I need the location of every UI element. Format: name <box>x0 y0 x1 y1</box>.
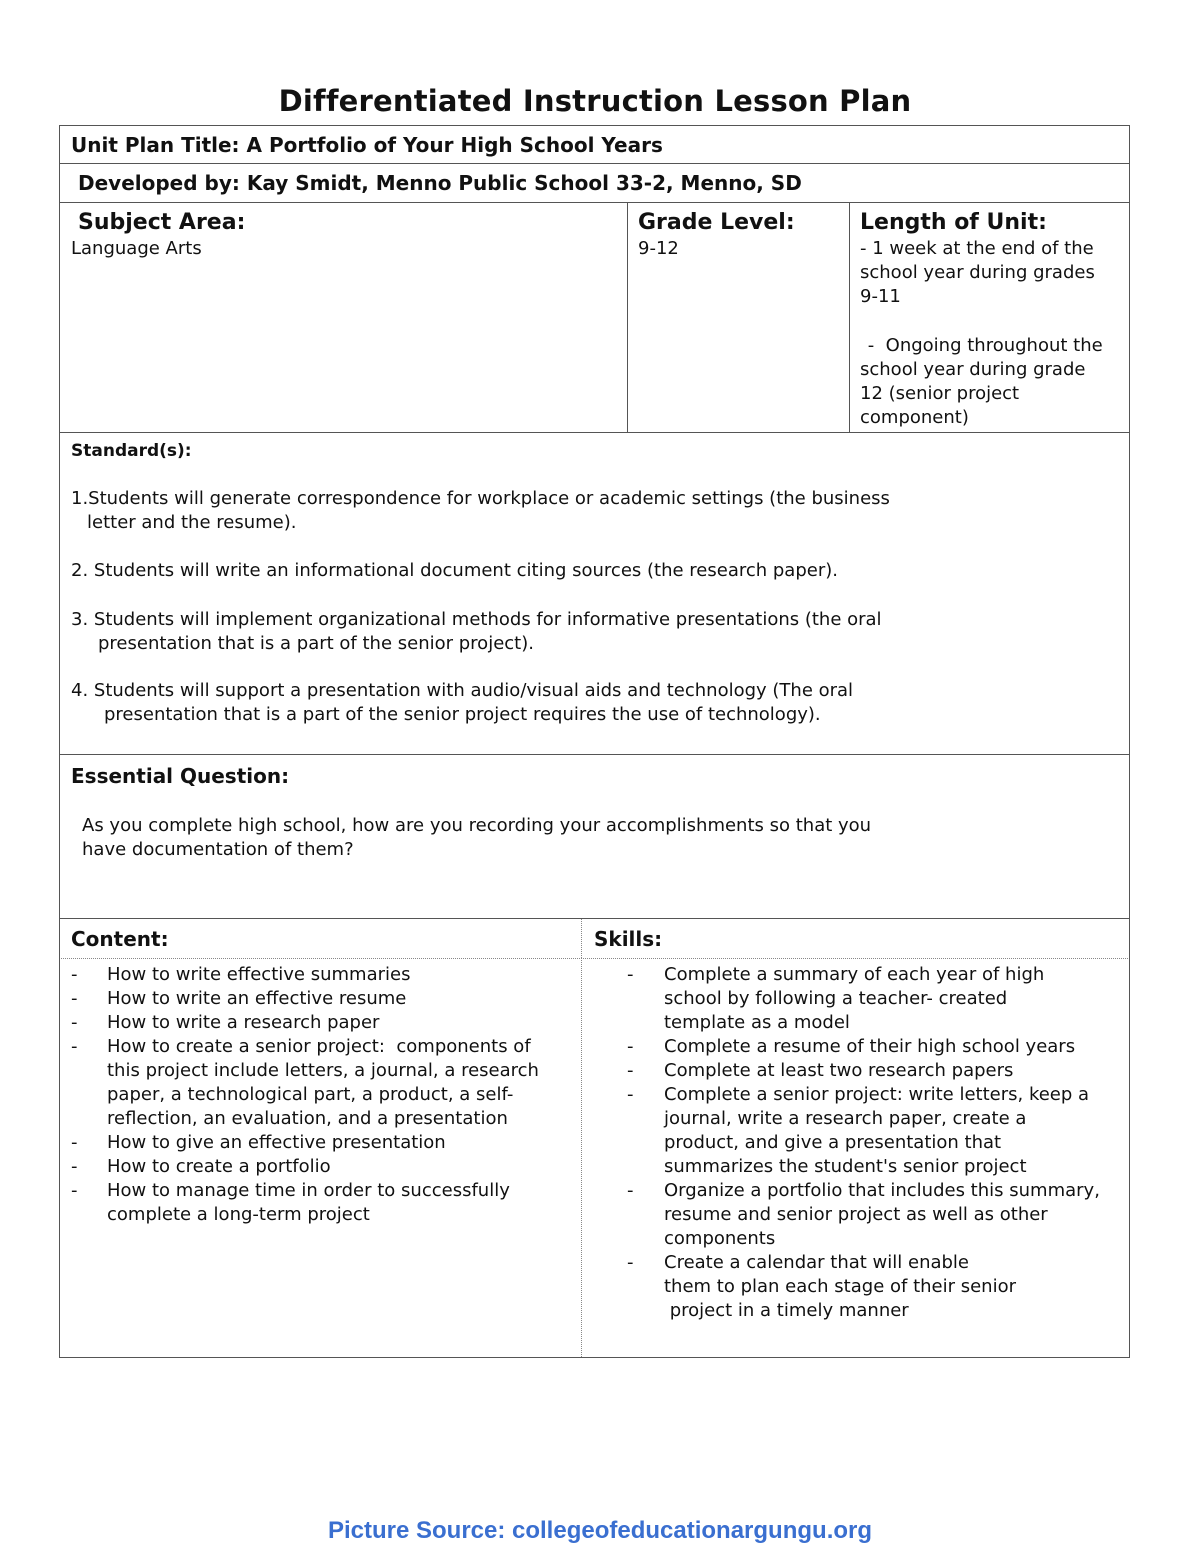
column-divider <box>581 958 582 1357</box>
unit-plan-title-row <box>59 125 1130 164</box>
list-item-line: journal, write a research paper, create a <box>664 1108 1027 1129</box>
dash-bullet: - <box>627 1180 634 1201</box>
list-item-line: Complete a summary of each year of high <box>664 964 1045 985</box>
length-of-unit-line: 9-11 <box>860 286 901 307</box>
developed-by-row <box>59 163 1130 203</box>
list-item-line: product, and give a presentation that <box>664 1132 1002 1153</box>
list-item-line: resume and senior project as well as other <box>664 1204 1048 1225</box>
subject-area-cell <box>60 203 627 432</box>
list-item-line: How to create a portfolio <box>107 1156 331 1177</box>
content-label: Content: <box>71 927 169 951</box>
essential-question-text: As you complete high school, how are you recording your accomplishments so that you <box>82 815 872 836</box>
content-skills-header-row <box>59 918 1130 959</box>
dash-bullet: - <box>71 1012 78 1033</box>
dash-bullet: - <box>627 1060 634 1081</box>
dash-bullet: - <box>71 988 78 1009</box>
list-item-line: Organize a portfolio that includes this summary, <box>664 1180 1100 1201</box>
length-of-unit-line: - 1 week at the end of the <box>860 238 1094 259</box>
standards-label: Standard(s): <box>71 441 192 461</box>
developed-by: Developed by: Kay Smidt, Menno Public School 33-2, Menno, SD <box>78 171 802 195</box>
column-divider <box>581 919 582 958</box>
dash-bullet: - <box>71 1132 78 1153</box>
dash-bullet: - <box>627 1036 634 1057</box>
list-item-line: How to give an effective presentation <box>107 1132 446 1153</box>
list-item-line: How to write an effective resume <box>107 988 407 1009</box>
list-item <box>627 1179 1127 1251</box>
list-item-line: this project include letters, a journal, a research <box>107 1060 539 1081</box>
list-item <box>627 1083 1127 1179</box>
list-item <box>71 1011 571 1035</box>
list-item-line: How to write a research paper <box>107 1012 380 1033</box>
dash-bullet: - <box>71 964 78 985</box>
length-of-unit-line: - Ongoing throughout the <box>862 335 1103 356</box>
list-item <box>71 963 571 987</box>
grade-level-value: 9-12 <box>638 238 679 259</box>
content-skills-body-row <box>59 958 1130 1358</box>
length-of-unit-line: school year during grades <box>860 262 1095 283</box>
list-item-line: Complete a resume of their high school years <box>664 1036 1076 1057</box>
length-of-unit-line: component) <box>860 407 969 428</box>
standard-item: 4. Students will support a presentation with audio/visual aids and technology (The oral <box>71 680 854 701</box>
standard-item: 3. Students will implement organizational methods for informative presentations (the oral <box>71 609 882 630</box>
dash-bullet: - <box>71 1156 78 1177</box>
standard-item: presentation that is a part of the senior project). <box>98 633 534 654</box>
list-item-line: school by following a teacher- created <box>664 988 1008 1009</box>
standards-row <box>59 432 1130 755</box>
list-item-line: complete a long-term project <box>107 1204 370 1225</box>
list-item-line: them to plan each stage of their senior <box>664 1276 1017 1297</box>
length-of-unit-cell <box>849 203 1129 432</box>
skills-list <box>627 963 1127 1323</box>
essential-question-text: have documentation of them? <box>82 839 354 860</box>
essential-question-label: Essential Question: <box>71 764 290 788</box>
dash-bullet: - <box>627 1252 634 1273</box>
list-item-line: summarizes the student's senior project <box>664 1156 1027 1177</box>
dash-bullet: - <box>71 1180 78 1201</box>
picture-source-caption: Picture Source: collegeofeducationargungu.org <box>327 1517 873 1544</box>
list-item-line: reflection, an evaluation, and a presentation <box>107 1108 508 1129</box>
length-of-unit-label: Length of Unit: <box>860 210 1047 235</box>
list-item <box>627 1059 1127 1083</box>
list-item <box>71 1131 571 1155</box>
unit-plan-title: Unit Plan Title: A Portfolio of Your High School Years <box>71 133 663 157</box>
list-item-line: How to create a senior project: components of <box>107 1036 531 1057</box>
list-item <box>627 1251 1127 1323</box>
list-item <box>627 1035 1127 1059</box>
list-item-line: Complete at least two research papers <box>664 1060 1014 1081</box>
essential-question-row <box>59 754 1130 919</box>
length-of-unit-line: school year during grade <box>860 359 1086 380</box>
length-of-unit-line: 12 (senior project <box>860 383 1020 404</box>
list-item <box>71 1179 571 1227</box>
standard-item: letter and the resume). <box>87 512 297 533</box>
list-item-line: paper, a technological part, a product, a self- <box>107 1084 514 1105</box>
dash-bullet: - <box>627 964 634 985</box>
list-item-line: project in a timely manner <box>664 1300 909 1321</box>
list-item <box>627 963 1127 1035</box>
subject-area-value: Language Arts <box>71 238 202 259</box>
dash-bullet: - <box>627 1084 634 1105</box>
list-item-line: template as a model <box>664 1012 850 1033</box>
list-item-line: Complete a senior project: write letters, keep a <box>664 1084 1090 1105</box>
standard-item: presentation that is a part of the senior project requires the use of technology). <box>104 704 821 725</box>
list-item-line: How to manage time in order to successfully <box>107 1180 510 1201</box>
standard-item: 1.Students will generate correspondence for workplace or academic settings (the business <box>71 488 890 509</box>
list-item <box>71 1035 571 1131</box>
subject-grade-length-row <box>59 202 1130 433</box>
subject-area-label: Subject Area: <box>78 210 246 235</box>
content-list <box>71 963 571 1227</box>
list-item-line: Create a calendar that will enable <box>664 1252 970 1273</box>
list-item-line: How to write effective summaries <box>107 964 411 985</box>
grade-level-label: Grade Level: <box>638 210 795 235</box>
list-item-line: components <box>664 1228 776 1249</box>
dash-bullet: - <box>71 1036 78 1057</box>
standard-item: 2. Students will write an informational document citing sources (the research paper). <box>71 560 838 581</box>
list-item <box>71 1155 571 1179</box>
skills-label: Skills: <box>594 927 663 951</box>
grade-level-cell <box>627 203 849 432</box>
list-item <box>71 987 571 1011</box>
document-title: Differentiated Instruction Lesson Plan <box>278 84 912 118</box>
